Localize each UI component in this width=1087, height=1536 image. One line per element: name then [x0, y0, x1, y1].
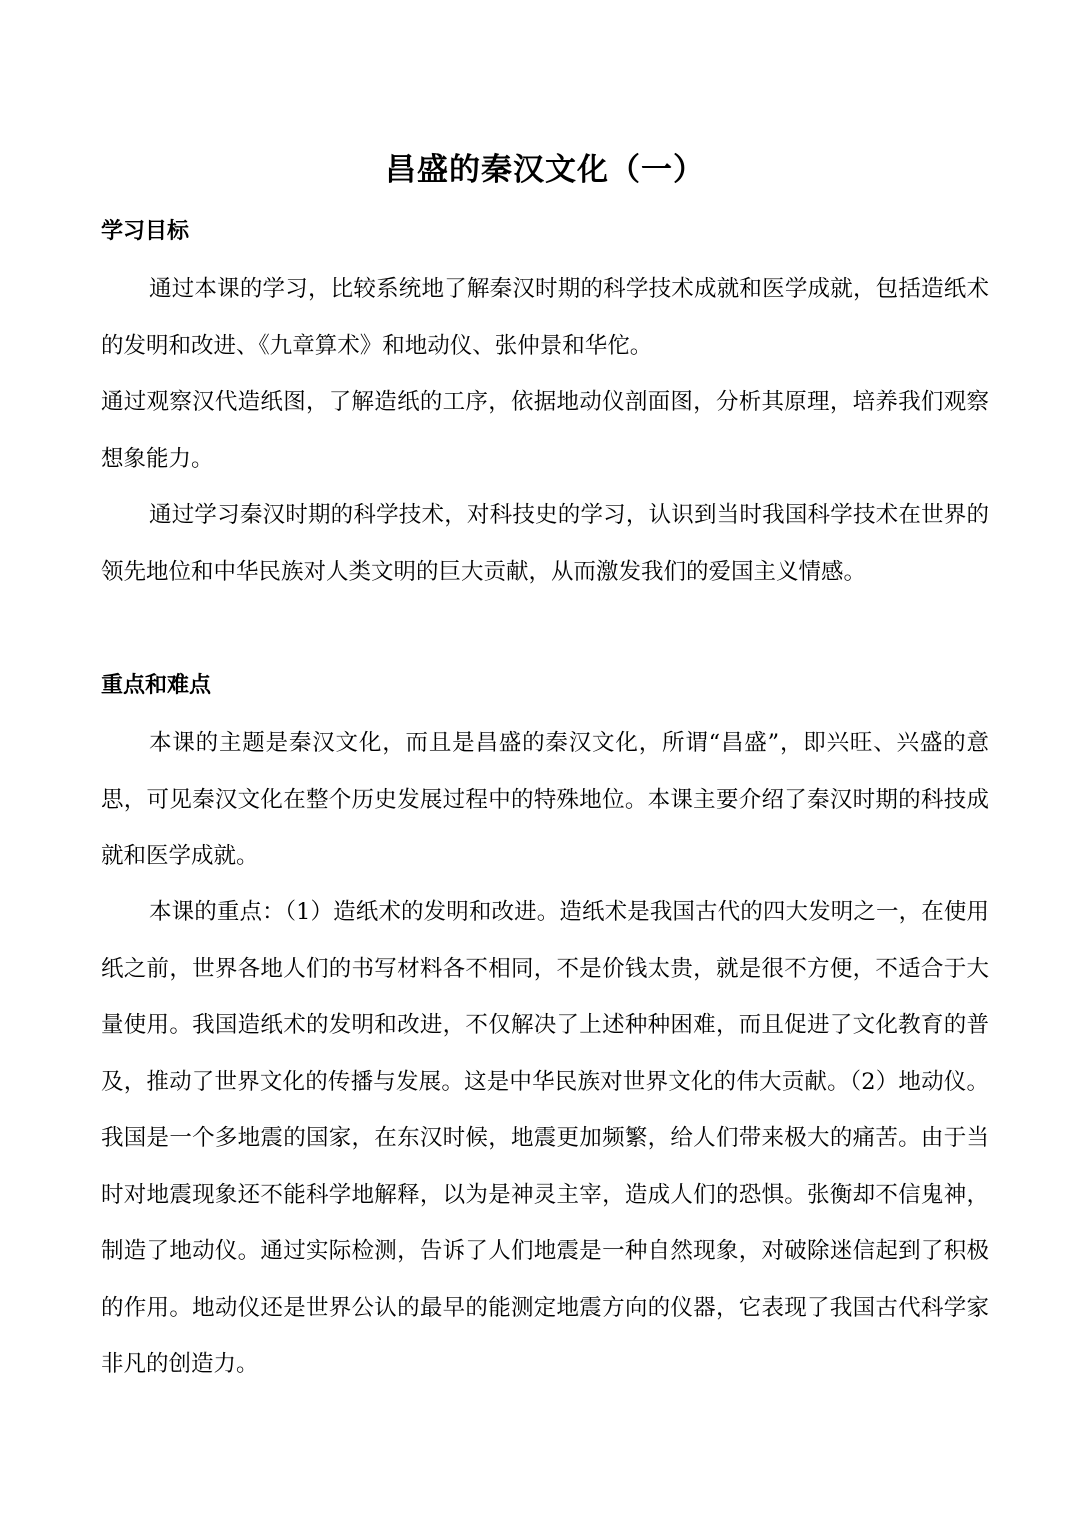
- paragraph-goal-1: 通过本课的学习，比较系统地了解秦汉时期的科学技术成就和医学成就，包括造纸术的发明和改进、《九章算术》和地动仪、张仲景和华佗。: [101, 276, 989, 359]
- paragraph-key-2: 本课的重点：（1）造纸术的发明和改进。造纸术是我国古代的四大发明之一，在使用纸之前，世界各地人们的书写材料各不相同，不是价钱太贵，就是很不方便，不适合于大量使用。我国造纸术的发明和改进，不仅解决了上述种种困难，而且促进了文化教育的普及，推动了世界文化的传播与发展。这是中华民族对世界文化的伟大贡献。（2）地动仪。我国是一个多地震的国家，在东汉时候，地震更加频繁，给人们带来极大的痛苦。由于当时对地震现象还不能科学地解释，以为是神灵主宰，造成人们的恐惧。张衡却不信鬼神，制造了地动仪。通过实际检测，告诉了人们地震是一种自然现象，对破除迷信起到了积极的作用。地动仪还是世界公认的最早的能测定地震方向的仪器，它表现了我国古代科学家非凡的创造力。: [101, 899, 989, 1377]
- paragraph-key-1: 本课的主题是秦汉文化，而且是昌盛的秦汉文化，所谓“昌盛”，即兴旺、兴盛的意思，可见秦汉文化在整个历史发展过程中的特殊地位。本课主要介绍了秦汉时期的科技成就和医学成就。: [101, 730, 989, 869]
- paragraph-goal-3: 通过学习秦汉时期的科学技术，对科技史的学习，认识到当时我国科学技术在世界的领先地位和中华民族对人类文明的巨大贡献，从而激发我们的爱国主义情感。: [101, 502, 989, 585]
- section-heading-learning-goals: 学习目标: [101, 219, 190, 244]
- document-title: 昌盛的秦汉文化（一）: [385, 152, 705, 188]
- section-heading-key-points: 重点和难点: [101, 673, 212, 698]
- paragraph-goal-2: 通过观察汉代造纸图，了解造纸的工序，依据地动仪剖面图，分析其原理，培养我们观察想象能力。: [101, 389, 989, 472]
